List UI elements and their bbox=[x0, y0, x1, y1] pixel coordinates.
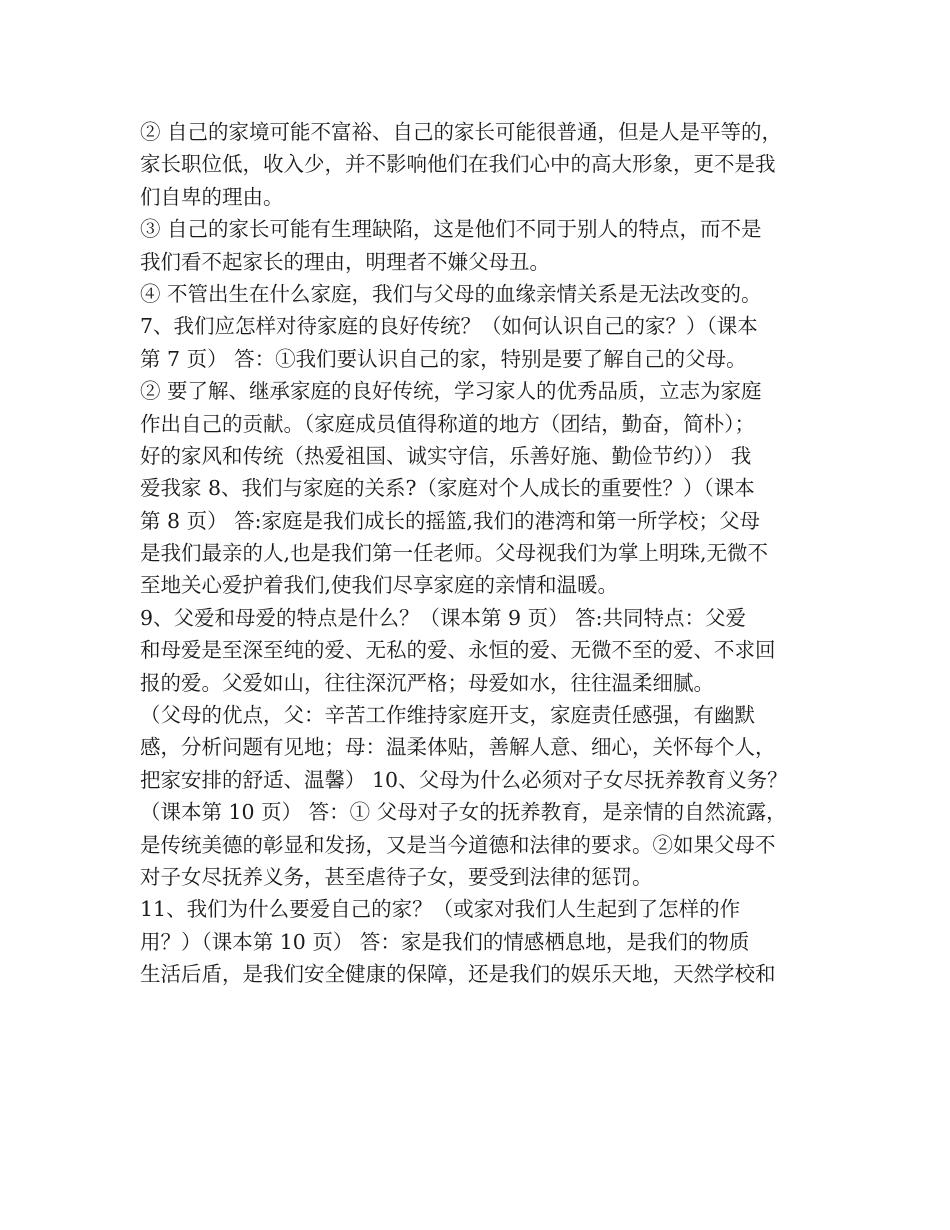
text-line: 感，分析问题有见地；母：温柔体贴，善解人意、细心，关怀每个人， bbox=[140, 735, 776, 760]
text-line: 作出自己的贡献。（家庭成员值得称道的地方（团结，勤奋，简朴）； bbox=[140, 411, 755, 436]
text-line: 我们看不起家长的理由，明理者不嫌父母丑。 bbox=[140, 249, 550, 274]
text-line: ③ 自己的家长可能有生理缺陷，这是他们不同于别人的特点，而不是 bbox=[140, 217, 762, 242]
text-line: 和母爱是至深至纯的爱、无私的爱、永恒的爱、无微不至的爱、不求回 bbox=[140, 638, 776, 663]
text-line: 是我们最亲的人,也是我们第一任老师。父母视我们为掌上明珠,无微不 bbox=[140, 541, 769, 566]
text-line: （父母的优点，父：辛苦工作维持家庭开支，家庭责任感强，有幽默 bbox=[140, 703, 755, 728]
text-line: 第 8 页） 答:家庭是我们成长的摇篮,我们的港湾和第一所学校；父母 bbox=[140, 508, 761, 533]
text-line: 至地关心爱护着我们,使我们尽享家庭的亲情和温暖。 bbox=[140, 573, 619, 598]
text-line: 把家安排的舒适、温馨） 10、父母为什么必须对子女尽抚养教育义务？ bbox=[140, 767, 788, 792]
text-line: 第 7 页） 答：①我们要认识自己的家，特别是要了解自己的父母。 bbox=[140, 346, 747, 371]
text-line: （课本第 10 页） 答：① 父母对子女的抚养教育，是亲情的自然流露， bbox=[140, 800, 787, 825]
text-line: ② 要了解、继承家庭的良好传统，学习家人的优秀品质，立志为家庭 bbox=[140, 379, 762, 404]
text-line: 爱我家 8、我们与家庭的关系?（家庭对个人成长的重要性？）（课本 bbox=[140, 476, 755, 501]
text-line: 们自卑的理由。 bbox=[140, 184, 284, 209]
text-line: 家长职位低，收入少，并不影响他们在我们心中的高大形象，更不是我 bbox=[140, 152, 776, 177]
text-line: 用？）（课本第 10 页） 答：家是我们的情感栖息地，是我们的物质 bbox=[140, 929, 750, 954]
text-line: 好的家风和传统（热爱祖国、诚实守信，乐善好施、勤俭节约）） 我 bbox=[140, 443, 752, 468]
text-line: 9、父爱和母爱的特点是什么？（课本第 9 页） 答:共同特点：父爱 bbox=[140, 605, 747, 630]
text-line: 对子女尽抚养义务，甚至虐待子女，要受到法律的惩罚。 bbox=[140, 864, 653, 889]
text-line: 生活后盾，是我们安全健康的保障，还是我们的娱乐天地，天然学校和 bbox=[140, 962, 776, 987]
text-line: 7、我们应怎样对待家庭的良好传统？（如何认识自己的家？）（课本 bbox=[140, 314, 758, 339]
text-line: ② 自己的家境可能不富裕、自己的家长可能很普通，但是人是平等的， bbox=[140, 120, 783, 144]
document-body-text bbox=[140, 116, 830, 991]
text-line: 11、我们为什么要爱自己的家？（或家对我们人生起到了怎样的作 bbox=[140, 897, 741, 922]
text-line: ④ 不管出生在什么家庭，我们与父母的血缘亲情关系是无法改变的。 bbox=[140, 281, 762, 306]
text-line: 是传统美德的彰显和发扬，又是当今道德和法律的要求。②如果父母不 bbox=[140, 832, 776, 857]
text-line: 报的爱。父爱如山，往往深沉严格；母爱如水，往往温柔细腻。 bbox=[140, 670, 714, 695]
